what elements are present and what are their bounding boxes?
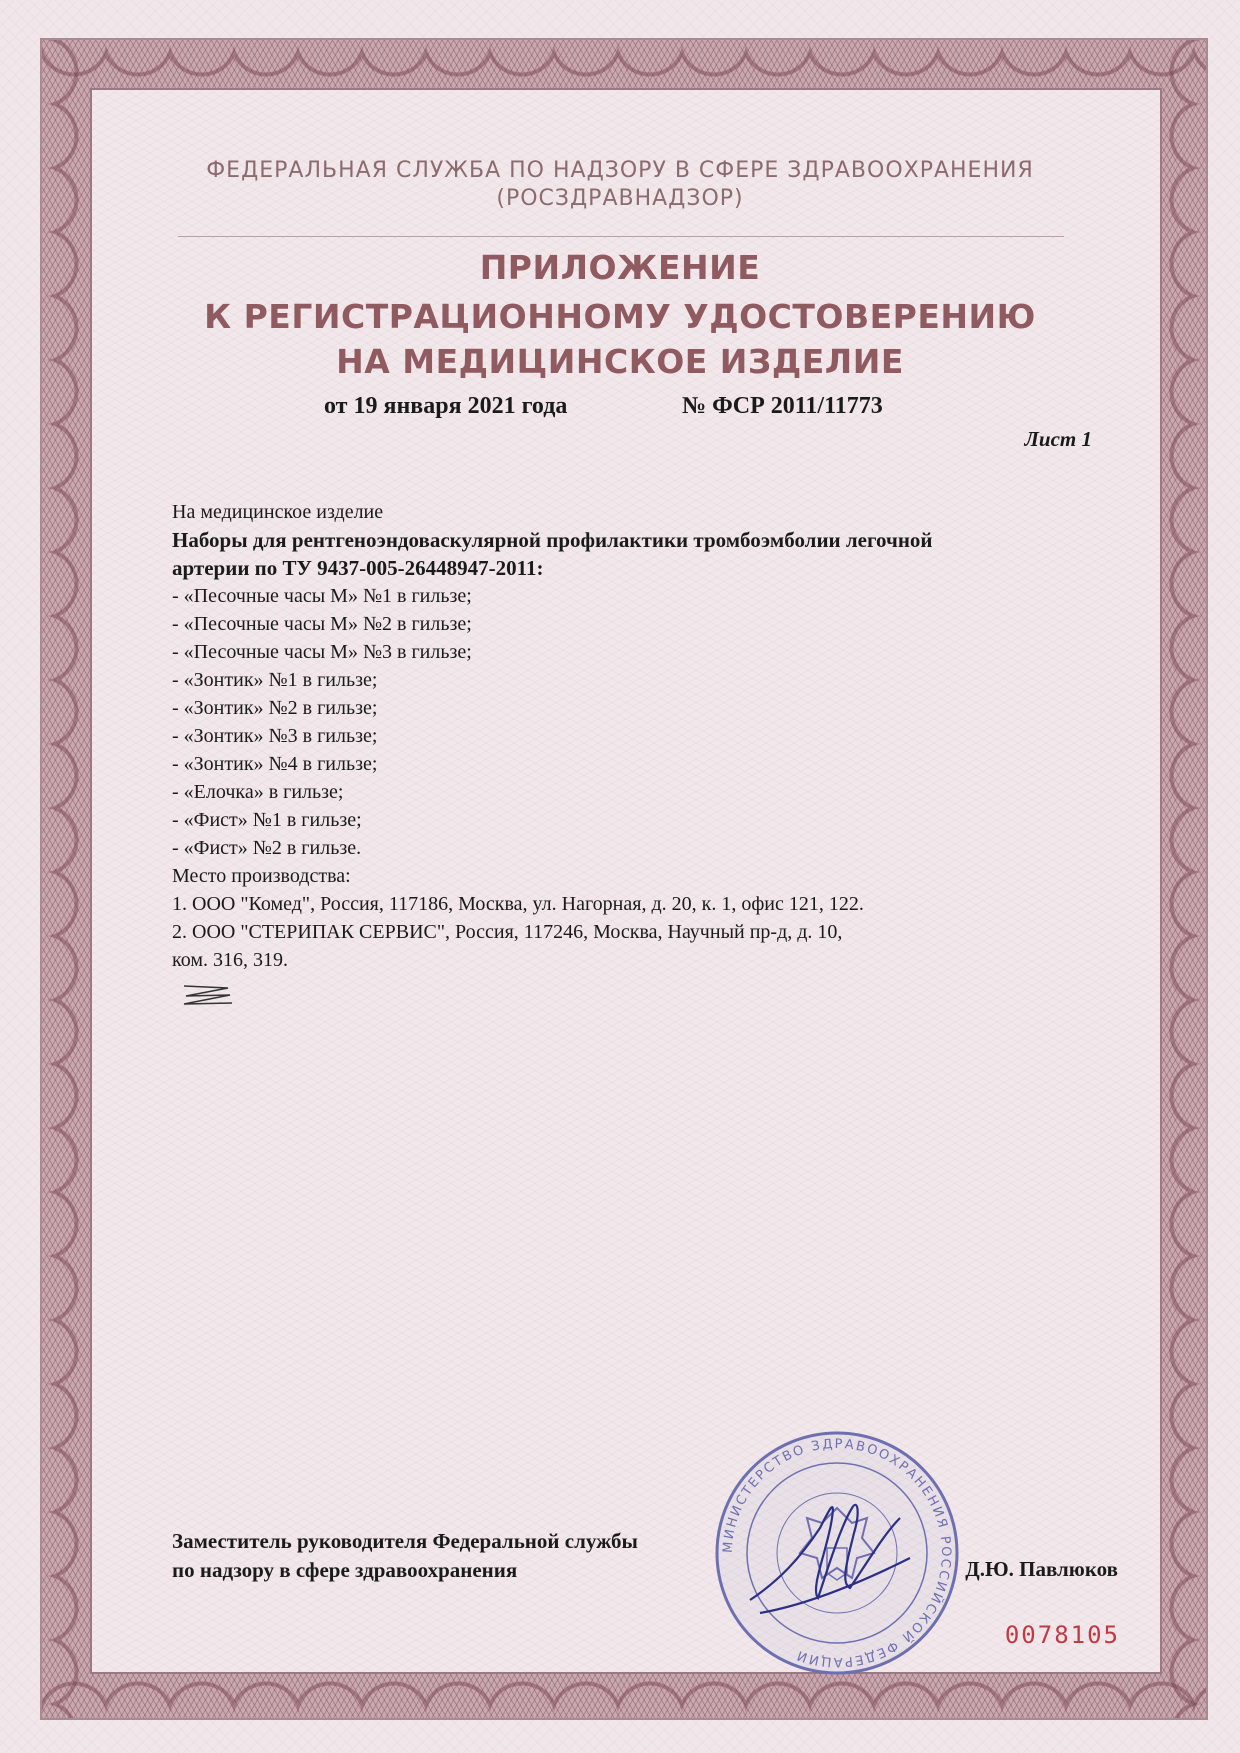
signatory-title-line1: Заместитель руководителя Федеральной службы <box>172 1529 638 1553</box>
production-site-1: 1. ООО "Комед", Россия, 117186, Москва, ул. Нагорная, д. 20, к. 1, офис 121, 122. <box>172 893 864 915</box>
agency-abbreviation: (РОСЗДРАВНАДЗОР) <box>496 186 744 211</box>
list-item: - «Фист» №1 в гильзе; <box>172 809 362 831</box>
list-item: - «Зонтик» №1 в гильзе; <box>172 669 378 691</box>
list-item: - «Зонтик» №3 в гильзе; <box>172 725 378 747</box>
serial-number: 0078105 <box>1004 1621 1120 1649</box>
list-item: - «Песочные часы М» №1 в гильзе; <box>172 585 472 607</box>
signatory-name: Д.Ю. Павлюков <box>965 1557 1118 1581</box>
list-item: - «Фист» №2 в гильзе. <box>172 837 362 859</box>
list-item: - «Зонтик» №4 в гильзе; <box>172 753 378 775</box>
production-site-2-line2: ком. 316, 319. <box>172 949 288 971</box>
header-divider <box>178 236 1064 237</box>
product-name-line1: Наборы для рентгеноэндоваскулярной профилактики тромбоэмболии легочной <box>172 528 933 552</box>
production-site-2-line1: 2. ООО "СТЕРИПАК СЕРВИС", Россия, 117246, Москва, Научный пр-д, д. 10, <box>172 921 843 943</box>
document-title-line3: НА МЕДИЦИНСКОЕ ИЗДЕЛИЕ <box>336 342 904 381</box>
registration-number: № ФСР 2011/11773 <box>682 393 883 419</box>
document-title-line1: ПРИЛОЖЕНИЕ <box>479 248 761 287</box>
handwritten-signature <box>740 1488 920 1628</box>
list-item: - «Песочные часы М» №2 в гильзе; <box>172 613 472 635</box>
list-item: - «Зонтик» №2 в гильзе; <box>172 697 378 719</box>
strike-through-mark <box>180 982 236 1008</box>
document-title-line2: К РЕГИСТРАЦИОННОМУ УДОСТОВЕРЕНИЮ <box>204 297 1036 336</box>
sheet-number: Лист 1 <box>1024 427 1092 451</box>
production-label: Место производства: <box>172 865 351 887</box>
signatory-title <box>172 1527 638 1585</box>
document-body <box>172 498 1092 974</box>
list-item: - «Елочка» в гильзе; <box>172 781 344 803</box>
intro-text: На медицинское изделие <box>172 501 384 523</box>
seal-text: МИНИСТЕРСТВО ЗДРАВООХРАНЕНИЯ РОССИЙСКОЙ ФЕДЕРАЦИИ <box>720 1436 954 1670</box>
agency-name: ФЕДЕРАЛЬНАЯ СЛУЖБА ПО НАДЗОРУ В СФЕРЕ ЗДРАВООХРАНЕНИЯ <box>206 158 1034 183</box>
signatory-title-line2: по надзору в сфере здравоохранения <box>172 1558 518 1582</box>
list-item: - «Песочные часы М» №3 в гильзе; <box>172 641 472 663</box>
issue-date: от 19 января 2021 года <box>324 393 568 419</box>
product-name-line2: артерии по ТУ 9437-005-26448947-2011: <box>172 556 544 580</box>
